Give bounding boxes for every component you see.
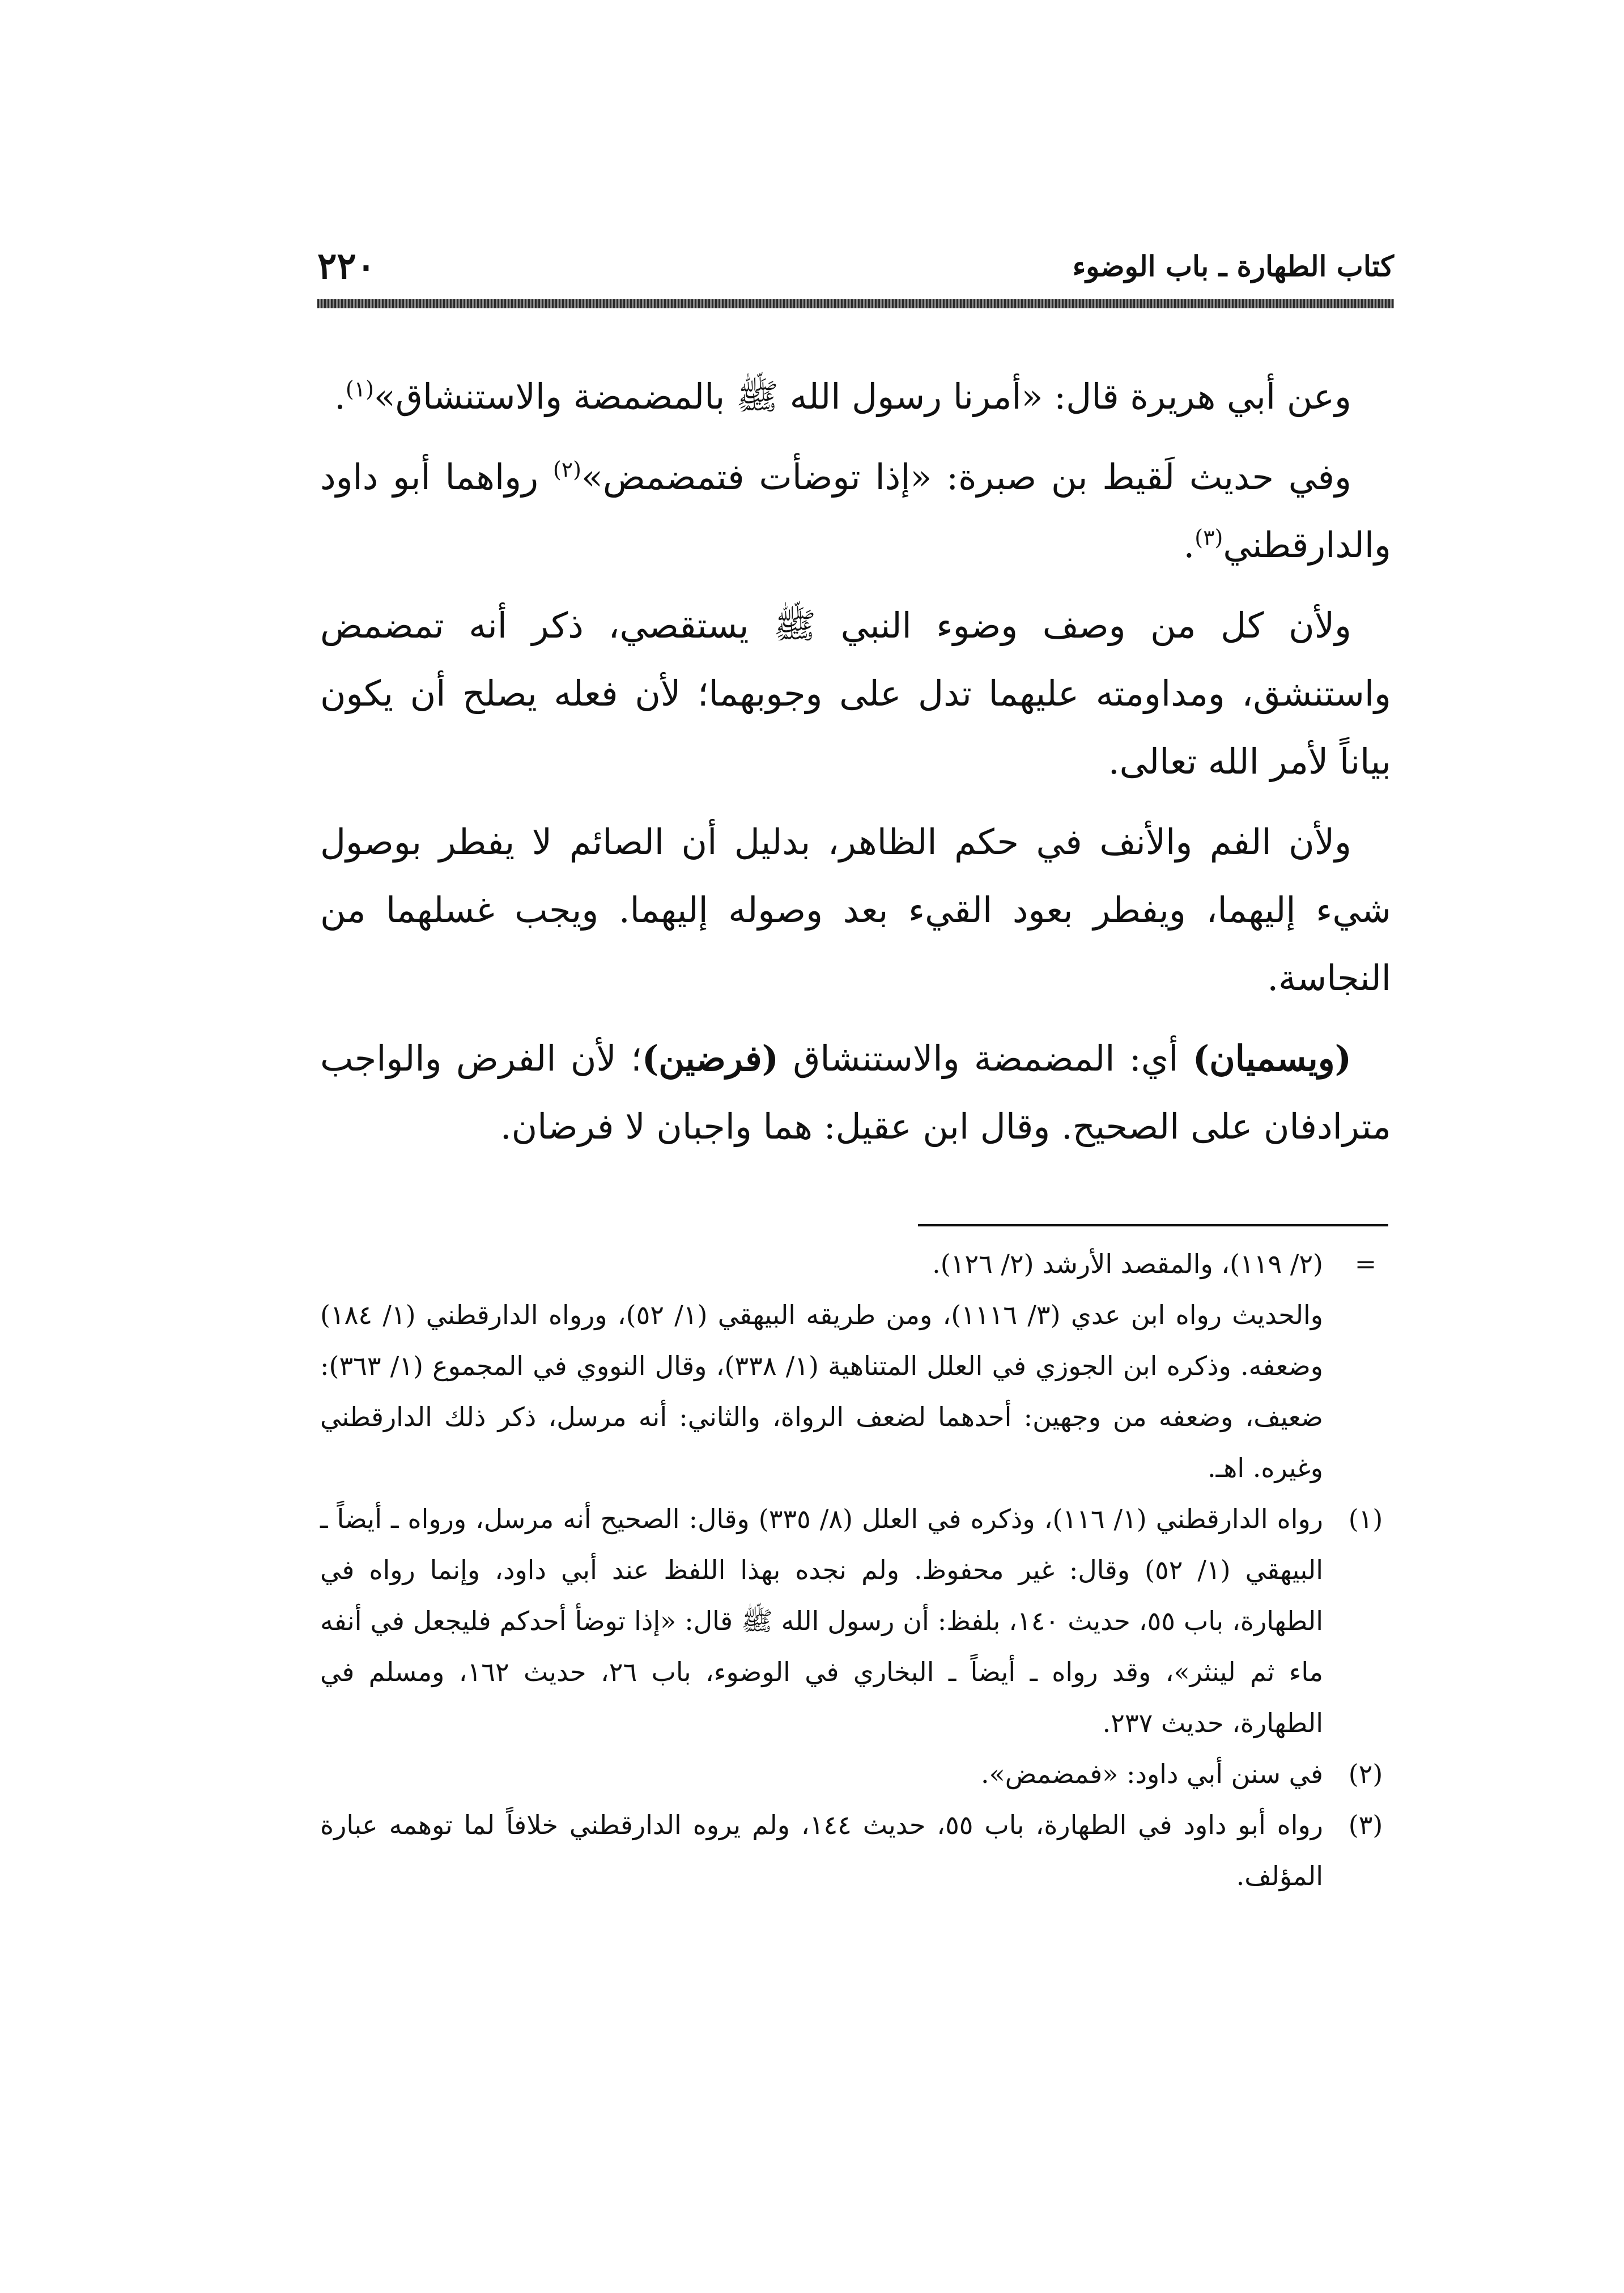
footnote-ref-1: (١) xyxy=(345,376,374,402)
paragraph-2-text-a: وفي حديث لَقيط بن صبرة: «إذا توضأت فتمضمض» xyxy=(581,456,1351,498)
paragraph-5-rest: ؛ لأن الفرض والواجب مترادفان على الصحيح. وقال ابن عقيل: هما واجبان لا فرضان. xyxy=(320,1038,1391,1147)
paragraph-1-end: . xyxy=(334,376,346,417)
footnote-1 xyxy=(320,1493,1391,1748)
footnote-ref-2: (٢) xyxy=(552,457,581,482)
page-number: ٢٢٠ xyxy=(317,245,376,287)
term-yusammiyan: (ويسميان) xyxy=(1192,1038,1351,1079)
paragraph-4: ولأن الفم والأنف في حكم الظاهر، بدليل أن الصائم لا يفطر بوصول شيء إليهما، ويفطر بعود القيء بعد وصوله إليهما. ويجب غسلهما من النجاسة. xyxy=(320,821,1391,999)
paragraph-1-text: وعن أبي هريرة قال: «أمرنا رسول الله ﷺ بالمضمضة والاستنشاق» xyxy=(373,376,1351,417)
paragraph-2-text-b: رواهما أبو داود والدارقطني xyxy=(320,456,1391,566)
footnotes xyxy=(320,1238,1391,1901)
continuation-line: (٢/ ١١٩)، والمقصد الأرشد (٢/ ١٢٦). xyxy=(932,1249,1323,1279)
paragraph-2-end: . xyxy=(1183,524,1195,566)
paragraph-2 xyxy=(320,443,1391,579)
paragraph-5-mid: أي: المضمضة والاستنشاق xyxy=(778,1038,1193,1079)
paragraph-1 xyxy=(320,363,1391,431)
footnote-2 xyxy=(320,1748,1391,1799)
footnote-1-mark: (١) xyxy=(1348,1504,1383,1534)
footnote-3-text: رواه أبو داود في الطهارة، باب ٥٥، حديث ١٤٤، ولم يروه الدارقطني خلافاً لما توهمه عبارة المؤلف. xyxy=(320,1810,1323,1891)
continuation-mark: = xyxy=(1354,1249,1377,1279)
paragraph-5 xyxy=(320,1025,1391,1161)
footnote-continuation-paragraph: والحديث رواه ابن عدي (٣/ ١١١٦)، ومن طريقه البيهقي (١/ ٥٢)، ورواه الدارقطني (١/ ١٨٤) وضعفه. وذكره ابن الجوزي في العلل المتناهية (١/ ٣٣٨)، وقال النووي في المجموع (١/ ٣٦٣): ضعيف، وضعفه من وجهين: أحدهما لضعف الرواة، والثاني: أنه مرسل، ذكر ذلك الدارقطني وغيره. اهـ. xyxy=(320,1300,1324,1483)
term-fardayn: (فرضين) xyxy=(641,1038,779,1079)
page-header xyxy=(317,235,1394,298)
footnote-2-mark: (٢) xyxy=(1348,1759,1383,1789)
paragraph-3: ولأن كل من وصف وضوء النبي ﷺ يستقصي، ذكر أنه تمضمض واستنشق، ومداومته عليهما تدل على وجوبهما؛ لأن فعله يصلح أن يكون بياناً لأمر الله تعالى. xyxy=(320,605,1391,782)
footnote-3-mark: (٣) xyxy=(1348,1810,1383,1840)
footnote-ref-3: (٣) xyxy=(1194,525,1223,550)
footnote-2-text: في سنن أبي داود: «فمضمض». xyxy=(981,1759,1323,1789)
main-text xyxy=(320,363,1391,1173)
footnote-separator xyxy=(918,1224,1388,1226)
footnote-continuation xyxy=(320,1238,1391,1289)
running-head: كتاب الطهارة ـ باب الوضوء xyxy=(1072,249,1394,283)
header-rule xyxy=(317,299,1394,308)
footnote-3 xyxy=(320,1799,1391,1901)
footnote-1-text: رواه الدارقطني (١/ ١١٦)، وذكره في العلل (٨/ ٣٣٥) وقال: الصحيح أنه مرسل، ورواه ـ أيضاً ـ البيهقي (١/ ٥٢) وقال: غير محفوظ. ولم نجده بهذا اللفظ عند أبي داود، وإنما رواه في الطهارة، باب ٥٥، حديث ١٤٠، بلفظ: أن رسول الله ﷺ قال: «إذا توضأ أحدكم فليجعل في أنفه ماء ثم لينثر»، وقد رواه ـ أيضاً ـ البخاري في الوضوء، باب ٢٦، حديث ١٦٢، ومسلم في الطهارة، حديث ٢٣٧. xyxy=(320,1504,1323,1738)
